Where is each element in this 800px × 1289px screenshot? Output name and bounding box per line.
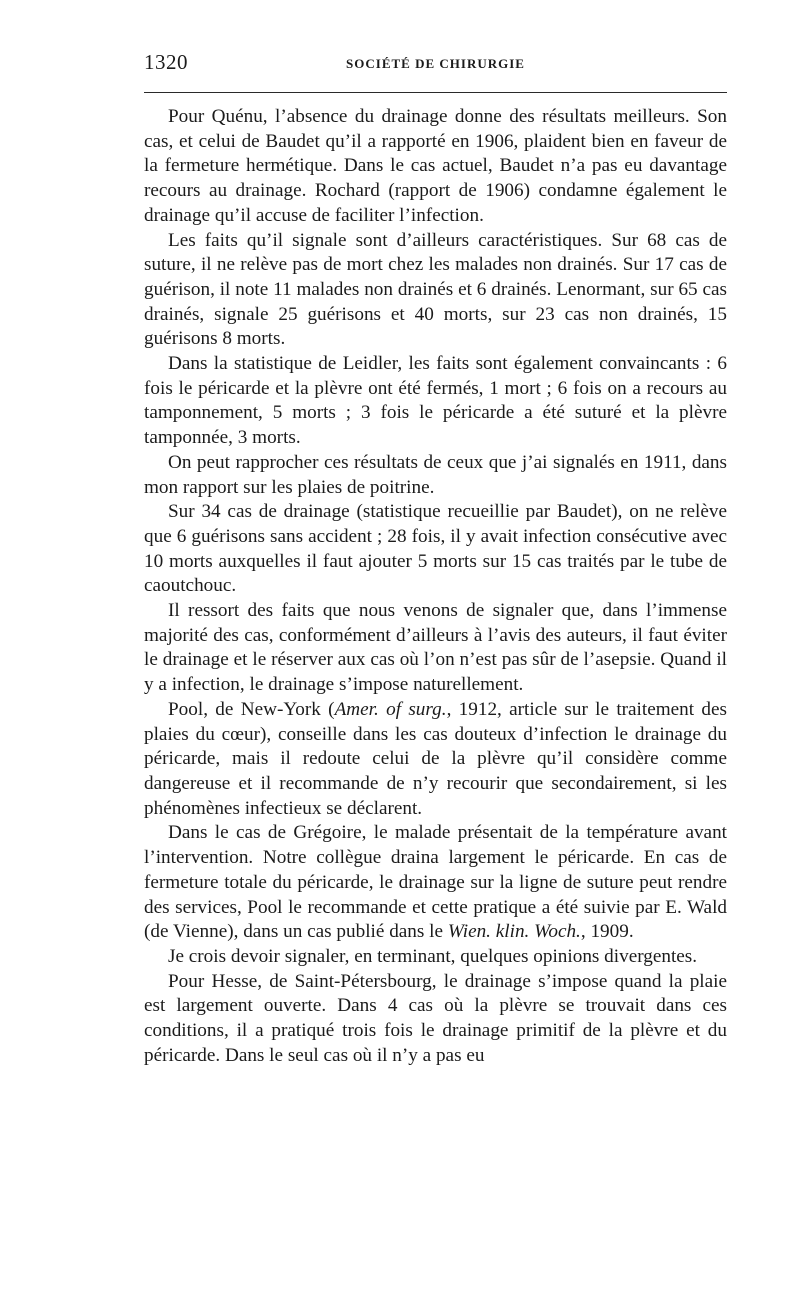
running-title: SOCIÉTÉ DE CHIRURGIE [346, 56, 525, 71]
paragraph-drainage-stats: Sur 34 cas de drainage (statistique recueillie par Baudet), on ne relève que 6 guérisons sans accident ; 28 fois, il y avait infection consécutive avec 10 morts auxquelles il faut ajouter 5 morts sur 15 cas traités par le tube de caoutchouc. [144, 501, 727, 597]
text-segment: Pool, de New-York ( [168, 698, 335, 720]
paragraph-hesse: Pour Hesse, de Saint-Pétersbourg, le drainage s’impose quand la plaie est largement ouverte. Dans 4 cas où la plèvre se trouvait dans ces conditions, il a pratiqué trois fois le drainage primitif de la plèvre et du péricarde. Dans le seul cas où il n’y a pas eu [144, 970, 727, 1066]
body-text [144, 105, 727, 1068]
paragraph-quenu: Pour Quénu, l’absence du drainage donne des résultats meilleurs. Son cas, et celui de Baudet qu’il a rapporté en 1906, plaident bien en faveur de la fermeture hermétique. Dans le cas actuel, Baudet n’a pas eu davantage recours au drainage. Rochard (rapport de 1906) condamne également le drainage qu’il accuse de faciliter l’infection. [144, 106, 727, 226]
paragraph-ressort: Il ressort des faits que nous venons de signaler que, dans l’immense majorité des cas, conformément d’ailleurs à l’avis des auteurs, il faut éviter le drainage et le réserver aux cas où l’on n’est pas sûr de l’asepsie. Quand il y a infection, le drainage s’impose naturellement. [144, 600, 727, 696]
header-rule [144, 92, 727, 93]
paragraph-rapprocher: On peut rapprocher ces résultats de ceux que j’ai signalés en 1911, dans mon rapport sur les plaies de poitrine. [144, 451, 727, 498]
journal-citation: Wien. klin. Woch. [447, 921, 581, 943]
text-segment: , 1909. [580, 921, 634, 943]
running-head [144, 50, 727, 76]
paragraph-gregoire [144, 821, 727, 945]
paragraph-pool [144, 698, 727, 822]
book-page [144, 50, 727, 1068]
paragraph-opinions: Je crois devoir signaler, en terminant, quelques opinions divergentes. [168, 945, 698, 967]
paragraph-leidler: Dans la statistique de Leidler, les faits sont également convaincants : 6 fois le péricarde et la plèvre ont été fermés, 1 mort ; 6 fois on a recours au tamponnement, 5 morts ; 3 fois le péricarde a été suturé et la plèvre tamponnée, 3 morts. [144, 353, 727, 449]
text-segment: Dans le cas de Grégoire, le malade présentait de la température avant l’intervention. Notre collègue draina largement le péricarde. En cas de fermeture totale du péricarde, le drainage sur la ligne de suture peut rendre des services, Pool le recommande et cette pratique a été suivie par E. Wald (de Vienne), dans un cas publié dans le [144, 822, 727, 943]
page-number: 1320 [144, 50, 188, 74]
journal-citation: Amer. of surg. [334, 698, 447, 720]
text-segment: , 1912, article sur le traitement des plaies du cœur), conseille dans les cas douteux d’infection le drainage du péricarde, mais il redoute celui de la plèvre qu’il considère comme dangereuse et il recommande de n’y recourir que secondairement, si les phénomènes infectieux se déclarent. [144, 698, 727, 819]
paragraph-faits: Les faits qu’il signale sont d’ailleurs caractéristiques. Sur 68 cas de suture, il ne relève pas de mort chez les malades non drainés. Sur 17 cas de guérison, il note 11 malades non drainés et 6 drainés. Lenormant, sur 65 cas drainés, signale 25 guérisons et 40 morts, sur 23 cas non drainés, 15 guérisons 8 morts. [144, 229, 727, 350]
